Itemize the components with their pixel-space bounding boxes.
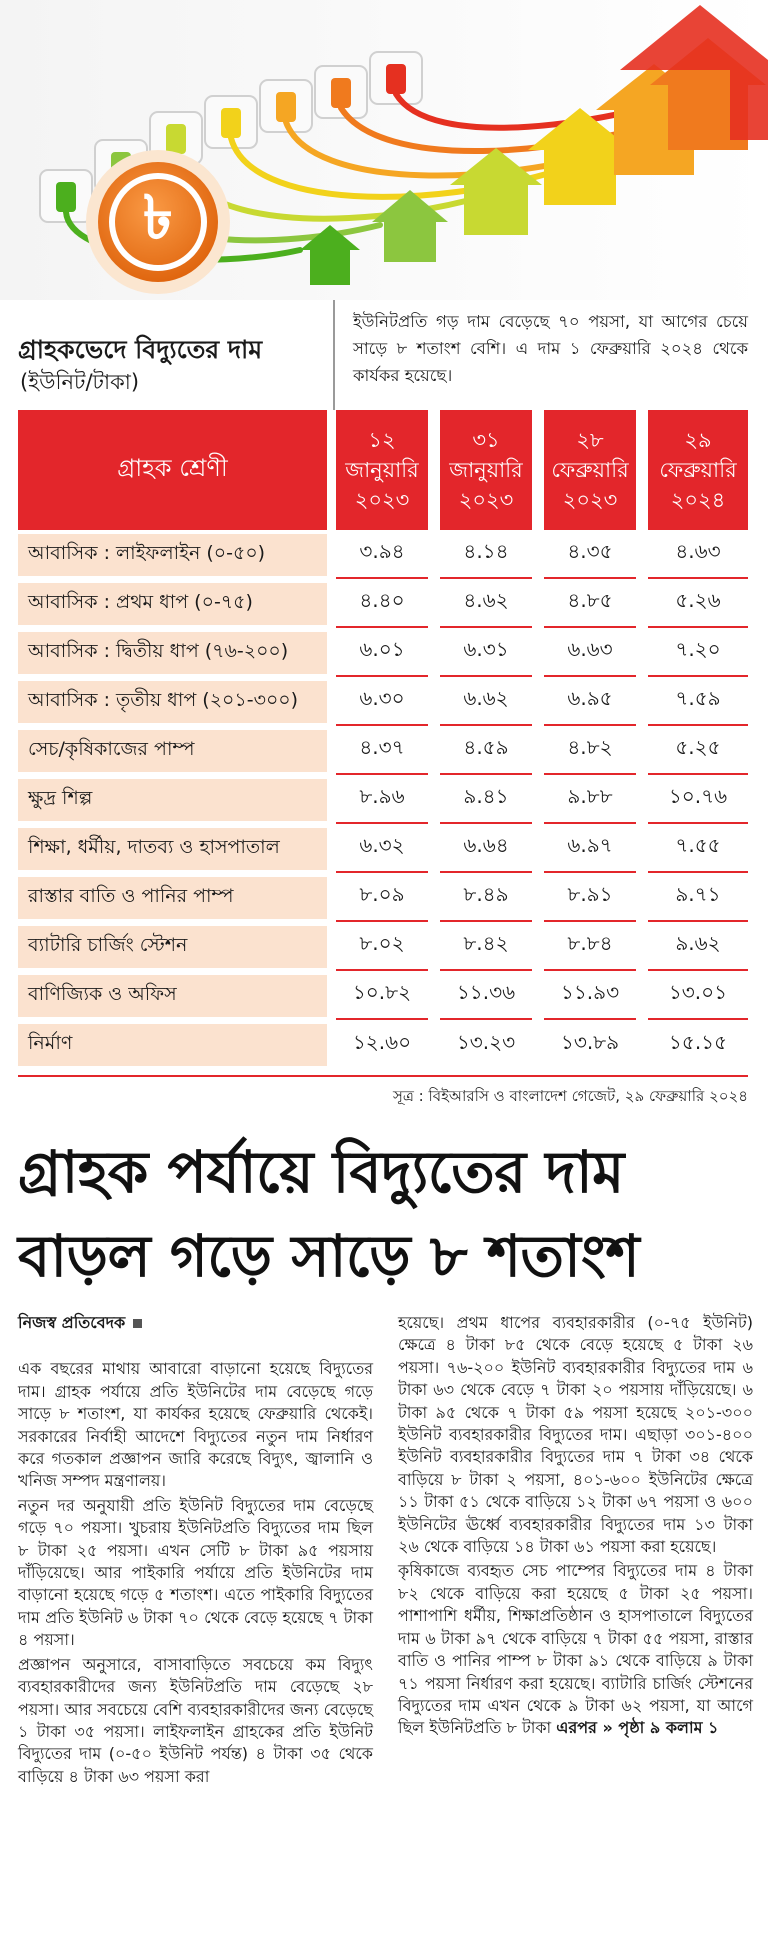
rate-value: ৮.৯৬: [336, 775, 428, 824]
rate-value: ১১.৯৩: [544, 971, 636, 1020]
rate-value: ৫.২৫: [648, 726, 748, 775]
column-header-category: গ্রাহক শ্রেণী: [18, 410, 327, 530]
rate-value: ৪.৮৫: [544, 579, 636, 628]
rate-value: ১২.৬০: [352, 1030, 412, 1054]
rate-value: ১০.৭৬: [648, 775, 748, 824]
rate-value: ৬.৩১: [440, 628, 532, 677]
rate-value: ৯.৪১: [440, 775, 532, 824]
column-header-date: ১২ জানুয়ারি ২০২৩: [336, 410, 428, 530]
rate-value: ১৩.২৩: [456, 1030, 516, 1054]
rate-value: ৬.৩০: [336, 677, 428, 726]
row-category: ক্ষুদ্র শিল্প: [18, 779, 327, 821]
rate-value: ৬.৬৩: [544, 628, 636, 677]
article-paragraph: এক বছরের মাথায় আবারো বাড়ানো হয়েছে বিদ্যুতের দাম। গ্রাহক পর্যায়ে প্রতি ইউনিটের দাম বেড়েছে গড়ে সাড়ে ৮ শতাংশ, যা কার্যকর হয়েছে ফেব্রুয়ারি থেকেই। সরকারের নির্বাহী আদেশে বিদ্যুতের নতুন দাম নির্ধারণ করে গতকাল প্রজ্ঞাপন জারি করেছে বিদ্যুৎ, জ্বালানি ও খনিজ সম্পদ মন্ত্রণালয়।: [18, 1359, 373, 1491]
table-row: [18, 677, 748, 726]
table-row: [18, 873, 748, 922]
rate-value: ৪.৩৭: [336, 726, 428, 775]
infographic-title: গ্রাহকভেদে বিদ্যুতের দাম: [18, 335, 263, 364]
article-column-left: [18, 1312, 373, 1790]
byline-text: নিজস্ব প্রতিবেদক: [18, 1313, 126, 1332]
header-divider: [333, 300, 335, 410]
rate-value: ৪.৫৯: [440, 726, 532, 775]
table-row: [18, 530, 748, 579]
rate-value: ১১.৩৬: [440, 971, 532, 1020]
row-category: শিক্ষা, ধর্মীয়, দাতব্য ও হাসপাতাল: [18, 828, 327, 870]
rate-value: ৪.৪০: [336, 579, 428, 628]
table-row: [18, 922, 748, 971]
rate-value: ৮.৮৪: [544, 922, 636, 971]
row-category: আবাসিক : লাইফলাইন (০-৫০): [18, 534, 327, 576]
rate-value: ১০.৮২: [336, 971, 428, 1020]
rate-value: ১৫.১৫: [668, 1030, 728, 1054]
rate-value: ৭.৫৯: [648, 677, 748, 726]
rate-value: ৯.৮৮: [544, 775, 636, 824]
column-header-date: ২৯ ফেব্রুয়ারি ২০২৪: [648, 410, 748, 530]
table-row: [18, 579, 748, 628]
row-category: বাণিজ্যিক ও অফিস: [18, 975, 327, 1017]
article-paragraph: প্রজ্ঞাপন অনুসারে, বাসাবাড়িতে সবচেয়ে কম বিদ্যুৎ ব্যবহারকারীদের জন্য ইউনিটপ্রতি দাম বেড়েছে ২৮ পয়সা। আর সবচেয়ে বেশি ব্যবহারকারীদের জন্য বেড়েছে ১ টাকা ৩৫ পয়সা। লাইফলাইন গ্রাহকের প্রতি ইউনিট বিদ্যুতের দাম (০-৫০ ইউনিট পর্যন্ত) ৪ টাকা ৩৫ থেকে বাড়িয়ে ৪ টাকা ৬৩ পয়সা করা: [18, 1654, 373, 1786]
article-headline: গ্রাহক পর্যায়ে বিদ্যুতের দাম বাড়ল গড়ে সাড়ে ৮ শতাংশ: [18, 1138, 640, 1290]
rate-value: ৬.৯৫: [544, 677, 636, 726]
rate-value: ৬.৬৪: [440, 824, 532, 873]
rate-value: ৭.৫৫: [648, 824, 748, 873]
table-row: [18, 1020, 748, 1069]
row-category: আবাসিক : তৃতীয় ধাপ (২০১-৩০০): [18, 681, 327, 723]
table-row: [18, 971, 748, 1020]
taka-symbol: ৳: [143, 183, 173, 253]
table-row: [18, 726, 748, 775]
electricity-rates-table: [18, 410, 748, 1105]
table-source: [18, 1075, 748, 1115]
rate-value: ৮.৪২: [440, 922, 532, 971]
price-rise-illustration: [0, 0, 768, 300]
byline-square-icon: [133, 1319, 142, 1328]
row-category: নির্মাণ: [18, 1024, 327, 1066]
rate-value: ৪.৩৫: [544, 530, 636, 579]
article-paragraph: [398, 1560, 753, 1739]
article-paragraph-text: কৃষিকাজে ব্যবহৃত সেচ পাম্পের বিদ্যুতের দাম ৪ টাকা ৮২ থেকে বাড়িয়ে করা হয়েছে ৫ টাকা ২৫ পয়সা। পাশাপাশি ধর্মীয়, শিক্ষাপ্রতিষ্ঠান ও হাসপাতালে বিদ্যুতের দাম ৬ টাকা ৯৭ থেকে বাড়িয়ে ৭ টাকা ৫৫ পয়সা, রাস্তার বাতি ও পানির পাম্প ৮ টাকা ৯১ থেকে বাড়িয়ে ৯ টাকা ৭১ পয়সা নির্ধারণ করা হয়েছে। ব্যাটারি চার্জিং স্টেশনের বিদ্যুতের দাম এখন থেকে ৯ টাকা ৬২ পয়সা, যা আগে ছিল ইউনিটপ্রতি ৮ টাকা: [398, 1561, 753, 1738]
article-column-right: [398, 1312, 753, 1742]
row-category: সেচ/কৃষিকাজের পাম্প: [18, 730, 327, 772]
rate-value: ৩.৯৪: [336, 530, 428, 579]
column-header-date: ৩১ জানুয়ারি ২০২৩: [440, 410, 532, 530]
source-credit: সূত্র : বিইআরসি ও বাংলাদেশ গেজেট, ২৯ ফেব্রুয়ারি ২০২৪: [392, 1087, 748, 1105]
rate-value: ৮.৪৯: [440, 873, 532, 922]
row-category: ব্যাটারি চার্জিং স্টেশন: [18, 926, 327, 968]
rate-value: ১৩.০১: [648, 971, 748, 1020]
rate-value: ৬.৯৭: [544, 824, 636, 873]
rate-value: ৪.৮২: [544, 726, 636, 775]
table-header-row: [18, 410, 748, 530]
rate-value: ৮.৯১: [544, 873, 636, 922]
table-row: [18, 628, 748, 677]
table-row: [18, 824, 748, 873]
row-category: রাস্তার বাতি ও পানির পাম্প: [18, 877, 327, 919]
rate-value: ৫.২৬: [648, 579, 748, 628]
article-body: [18, 1312, 753, 1922]
table-row: [18, 775, 748, 824]
byline: [18, 1312, 373, 1334]
rate-value: ৯.৭১: [648, 873, 748, 922]
rate-value: ১৩.৮৯: [560, 1030, 620, 1054]
rate-value: ৮.০৯: [336, 873, 428, 922]
price-change-note: ইউনিটপ্রতি গড় দাম বেড়েছে ৭০ পয়সা, যা আগের চেয়ে সাড়ে ৮ শতাংশ বেশি। এ দাম ১ ফেব্রুয়ারি ২০২৪ থেকে কার্যকর হয়েছে।: [353, 312, 748, 385]
rate-value: ৪.১৪: [440, 530, 532, 579]
article-paragraph: নতুন দর অনুযায়ী প্রতি ইউনিট বিদ্যুতের দাম বেড়েছে গড়ে ৭০ পয়সা। খুচরায় ইউনিটপ্রতি বিদ্যুতের দাম ছিল ৮ টাকা ২৫ পয়সা। এখন সেটি ৮ টাকা ৯৫ পয়সায় দাঁড়িয়েছে। আর পাইকারি পর্যায়ে প্রতি ইউনিটের দাম বাড়ানো হয়েছে গড়ে ৫ শতাংশ। এতে পাইকারি বিদ্যুতের দাম প্রতি ইউনিট ৬ টাকা ৭০ থেকে বেড়ে হয়েছে ৭ টাকা ৪ পয়সা।: [18, 1495, 373, 1650]
rate-value: ৪.৬২: [440, 579, 532, 628]
row-category: আবাসিক : প্রথম ধাপ (০-৭৫): [18, 583, 327, 625]
rate-value: ৪.৬৩: [648, 530, 748, 579]
article-paragraph: হয়েছে। প্রথম ধাপের ব্যবহারকারীর (০-৭৫ ইউনিট) ক্ষেত্রে ৪ টাকা ৮৫ থেকে বেড়ে হয়েছে ৫ টাকা ২৬ পয়সা। ৭৬-২০০ ইউনিট ব্যবহারকারীর বিদ্যুতের দাম ৬ টাকা ৬৩ থেকে বেড়ে ৭ টাকা ২০ পয়সায় দাঁড়িয়েছে। ৬ টাকা ৯৫ থেকে ৭ টাকা ৫৯ পয়সা হয়েছে ২০১-৩০০ ইউনিট ব্যবহারকারীর বিদ্যুতের দাম। এছাড়া ৩০১-৪০০ ইউনিট ব্যবহারকারীর বিদ্যুতের দাম ৭ টাকা ৩৪ থেকে বাড়িয়ে ৮ টাকা ২ পয়সা, ৪০১-৬০০ ইউনিটের ক্ষেত্রে ১১ টাকা ৫১ থেকে বাড়িয়ে ১২ টাকা ৬৭ পয়সা ও ৬০০ ইউনিটের ঊর্ধ্বে ব্যবহারকারীর বিদ্যুতের দাম ১৩ টাকা ২৬ থেকে বাড়িয়ে ১৪ টাকা ৬১ পয়সা করা হয়েছে।: [398, 1313, 753, 1557]
rate-value: ৮.০২: [336, 922, 428, 971]
infographic-unit: (ইউনিট/টাকা): [20, 370, 140, 394]
continued-link[interactable]: এরপর » পৃষ্ঠা ৯ কলাম ১: [556, 1718, 719, 1738]
rate-value: ৬.৩২: [336, 824, 428, 873]
rate-value: ৬.০১: [336, 628, 428, 677]
row-category: আবাসিক : দ্বিতীয় ধাপ (৭৬-২০০): [18, 632, 327, 674]
rate-value: ৯.৬২: [648, 922, 748, 971]
rate-value: ৬.৬২: [440, 677, 532, 726]
column-header-date: ২৮ ফেব্রুয়ারি ২০২৩: [544, 410, 636, 530]
rate-value: ৭.২০: [648, 628, 748, 677]
infographic-header: [18, 300, 748, 410]
